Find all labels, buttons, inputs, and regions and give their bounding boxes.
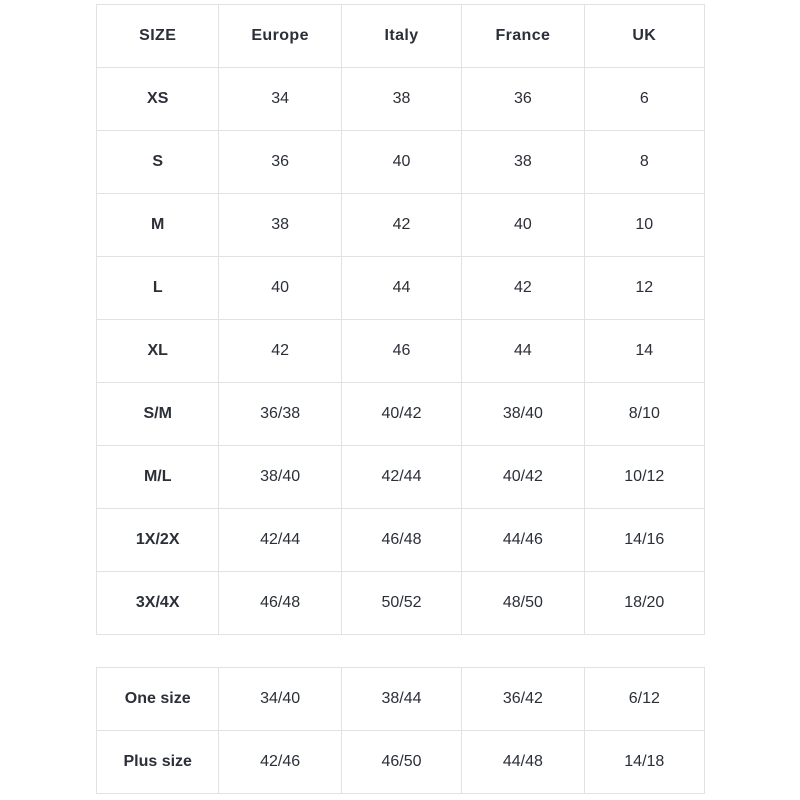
cell-uk: 14 xyxy=(584,320,704,383)
table-row xyxy=(97,509,705,572)
row-label: M/L xyxy=(97,446,219,509)
cell-france: 40 xyxy=(462,194,584,257)
cell-europe: 38/40 xyxy=(219,446,341,509)
cell-france: 44/46 xyxy=(462,509,584,572)
cell-europe: 38 xyxy=(219,194,341,257)
cell-uk: 14/18 xyxy=(584,731,704,794)
cell-france: 40/42 xyxy=(462,446,584,509)
cell-italy: 40/42 xyxy=(341,383,461,446)
column-header-europe: Europe xyxy=(219,5,341,68)
cell-france: 44/48 xyxy=(462,731,584,794)
cell-france: 48/50 xyxy=(462,572,584,635)
table-header-row xyxy=(97,5,705,68)
cell-europe: 46/48 xyxy=(219,572,341,635)
multi-size-table xyxy=(96,667,705,794)
table-row xyxy=(97,383,705,446)
table-header xyxy=(97,5,705,68)
cell-europe: 34/40 xyxy=(219,668,341,731)
cell-uk: 18/20 xyxy=(584,572,704,635)
row-label: M xyxy=(97,194,219,257)
table-row xyxy=(97,731,705,794)
table-row xyxy=(97,572,705,635)
cell-italy: 46 xyxy=(341,320,461,383)
cell-uk: 6/12 xyxy=(584,668,704,731)
cell-france: 36 xyxy=(462,68,584,131)
cell-europe: 42/44 xyxy=(219,509,341,572)
row-label: Plus size xyxy=(97,731,219,794)
cell-europe: 36/38 xyxy=(219,383,341,446)
cell-uk: 10/12 xyxy=(584,446,704,509)
cell-italy: 46/48 xyxy=(341,509,461,572)
cell-uk: 12 xyxy=(584,257,704,320)
cell-italy: 40 xyxy=(341,131,461,194)
row-label: S/M xyxy=(97,383,219,446)
cell-europe: 34 xyxy=(219,68,341,131)
row-label: 3X/4X xyxy=(97,572,219,635)
cell-uk: 14/16 xyxy=(584,509,704,572)
table-row xyxy=(97,68,705,131)
size-conversion-table-container xyxy=(96,4,705,635)
column-header-italy: Italy xyxy=(341,5,461,68)
cell-france: 42 xyxy=(462,257,584,320)
table-row xyxy=(97,257,705,320)
cell-europe: 40 xyxy=(219,257,341,320)
cell-italy: 50/52 xyxy=(341,572,461,635)
table-row xyxy=(97,194,705,257)
cell-uk: 6 xyxy=(584,68,704,131)
cell-italy: 38 xyxy=(341,68,461,131)
cell-france: 38 xyxy=(462,131,584,194)
row-label: 1X/2X xyxy=(97,509,219,572)
cell-france: 36/42 xyxy=(462,668,584,731)
row-label: XL xyxy=(97,320,219,383)
cell-uk: 10 xyxy=(584,194,704,257)
table-body xyxy=(97,668,705,794)
cell-uk: 8 xyxy=(584,131,704,194)
table-row xyxy=(97,446,705,509)
cell-europe: 42 xyxy=(219,320,341,383)
table-row xyxy=(97,131,705,194)
column-header-size: SIZE xyxy=(97,5,219,68)
size-conversion-table xyxy=(96,4,705,635)
cell-europe: 36 xyxy=(219,131,341,194)
cell-uk: 8/10 xyxy=(584,383,704,446)
row-label: L xyxy=(97,257,219,320)
cell-italy: 42/44 xyxy=(341,446,461,509)
cell-italy: 38/44 xyxy=(341,668,461,731)
cell-france: 44 xyxy=(462,320,584,383)
row-label: S xyxy=(97,131,219,194)
table-body xyxy=(97,68,705,635)
cell-italy: 42 xyxy=(341,194,461,257)
row-label: XS xyxy=(97,68,219,131)
column-header-uk: UK xyxy=(584,5,704,68)
cell-italy: 44 xyxy=(341,257,461,320)
column-header-france: France xyxy=(462,5,584,68)
cell-france: 38/40 xyxy=(462,383,584,446)
cell-italy: 46/50 xyxy=(341,731,461,794)
multi-size-table-container xyxy=(96,667,705,794)
table-row xyxy=(97,320,705,383)
cell-europe: 42/46 xyxy=(219,731,341,794)
row-label: One size xyxy=(97,668,219,731)
table-row xyxy=(97,668,705,731)
